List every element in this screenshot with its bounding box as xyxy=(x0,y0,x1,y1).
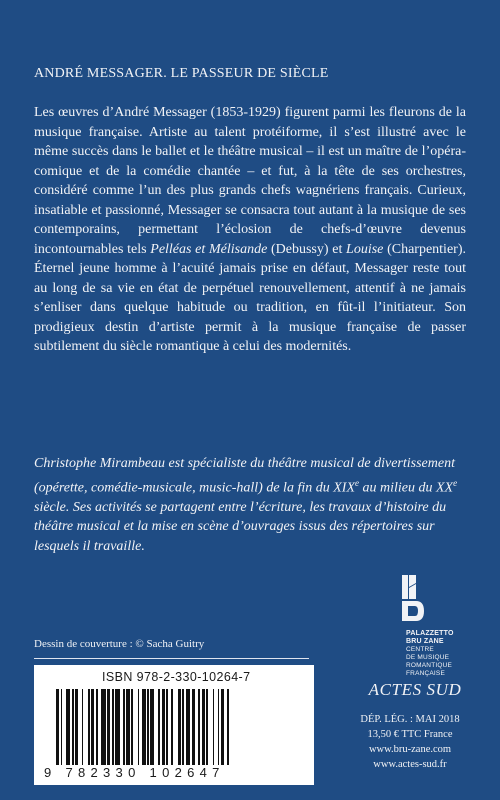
barcode-bar xyxy=(192,689,195,765)
barcode-bar xyxy=(186,689,191,765)
barcode-bar xyxy=(158,689,160,765)
barcode-panel xyxy=(34,665,314,785)
bru-zane-logo-text xyxy=(406,630,496,678)
logo-line-1: PALAZZETTO xyxy=(406,630,454,637)
barcode-bar xyxy=(66,689,71,765)
barcode-bar xyxy=(142,689,145,765)
barcode-bar xyxy=(123,689,125,765)
barcode-bar xyxy=(101,689,106,765)
work-title-louise: Louise xyxy=(346,241,384,257)
legal-info xyxy=(330,712,490,772)
barcode-bar xyxy=(112,689,114,765)
barcode-bar xyxy=(198,689,200,765)
barcode xyxy=(56,689,296,765)
barcode-digits: 9 782330 102647 xyxy=(44,765,225,780)
logo-line-3: CENTRE xyxy=(406,646,434,653)
legal-deposit: DÉP. LÉG. : MAI 2018 xyxy=(360,714,460,725)
barcode-bar xyxy=(166,689,168,765)
book-title: ANDRÉ MESSAGER. LE PASSEUR DE SIÈCLE xyxy=(34,66,329,81)
barcode-bar xyxy=(150,689,153,765)
barcode-bar xyxy=(221,689,224,765)
bio-text-end: siècle. Ses activités se partagent entre l’écriture, les travaux d’histoire du théâtre musical et la mise en scène d’ouvrages issus des répertoires sur lesquels il travaille. xyxy=(34,499,447,554)
barcode-bar xyxy=(61,689,63,765)
synopsis xyxy=(34,103,466,357)
synopsis-text-end: (Charpentier). Éternel jeune homme à l’acuité jamais prise en défaut, Messager reste tout au long de sa vie en état de perpétuel renouvellement, attentif à ne jamais s’enliser dans quelque habitude ou tradition, en fût-il l’initiateur. Son prodigieux destin d’artiste permit à la musique française de passer subtilement du siècle romantique à celui des modernités. xyxy=(34,241,466,354)
work-title-pelleas: Pelléas et Mélisande xyxy=(150,241,268,257)
divider xyxy=(34,658,309,659)
bio-sup-1: e xyxy=(355,477,359,488)
barcode-bar xyxy=(88,689,90,765)
bru-zane-logo xyxy=(388,573,498,629)
isbn: ISBN 978-2-330-10264-7 xyxy=(102,670,251,684)
bio-text-start: Christophe Mirambeau est spécialiste du théâtre musical de divertissement (opérette, comédie-musicale, music-hall) de la fin du XIX xyxy=(34,456,455,496)
author-bio xyxy=(34,454,466,556)
price: 13,50 € TTC France xyxy=(367,729,453,740)
cover-credit: Dessin de couverture : © Sacha Guitry xyxy=(34,638,205,650)
synopsis-text-mid: (Debussy) et xyxy=(267,241,347,257)
barcode-bar xyxy=(227,689,229,765)
barcode-bar xyxy=(91,689,94,765)
logo-line-4: DE MUSIQUE xyxy=(406,654,450,661)
barcode-bar xyxy=(126,689,129,765)
barcode-bar xyxy=(96,689,98,765)
logo-line-5: ROMANTIQUE xyxy=(406,662,453,669)
barcode-bar xyxy=(213,689,215,765)
barcode-bar xyxy=(138,689,140,765)
bio-text-mid: au milieu du XX xyxy=(359,480,454,496)
barcode-bar xyxy=(131,689,133,765)
barcode-bar xyxy=(115,689,120,765)
website-bru-zane: www.bru-zane.com xyxy=(368,744,452,755)
barcode-bar xyxy=(206,689,208,765)
logo-line-2: BRU ZANE xyxy=(406,638,444,645)
publisher-name: ACTES SUD xyxy=(368,680,462,699)
barcode-bar xyxy=(56,689,59,765)
barcode-bar xyxy=(218,689,220,765)
synopsis-text: Les œuvres d’André Messager (1853-1929) figurent parmi les fleurons de la musique française. Artiste au talent protéiforme, il s’est illustré avec le même succès dans le ballet et le théâtre musical – il est un maître de l’opéra-comique et de la comédie chantée – et fut, à la tête de ses orchestres, considéré comme l’un des plus grands chefs wagnériens français. Curieux, insatiable et passionné, Messager se consacra tout autant à la musique de ses contemporains, permettant l’éclosion de chefs-d’œuvre devenus incontournables tels xyxy=(34,105,466,257)
barcode-bar xyxy=(202,689,205,765)
barcode-bar xyxy=(82,689,84,765)
bru-zane-logo-icon xyxy=(388,573,428,629)
barcode-bar xyxy=(147,689,149,765)
barcode-bar xyxy=(162,689,165,765)
barcode-bar xyxy=(178,689,181,765)
website-actes-sud: www.actes-sud.fr xyxy=(373,759,447,770)
barcode-bar xyxy=(75,689,78,765)
barcode-bar xyxy=(107,689,110,765)
logo-line-6: FRANÇAISE xyxy=(406,670,446,677)
barcode-bar xyxy=(171,689,173,765)
bio-sup-2: e xyxy=(453,477,458,488)
barcode-bar xyxy=(182,689,184,765)
barcode-bar xyxy=(72,689,74,765)
